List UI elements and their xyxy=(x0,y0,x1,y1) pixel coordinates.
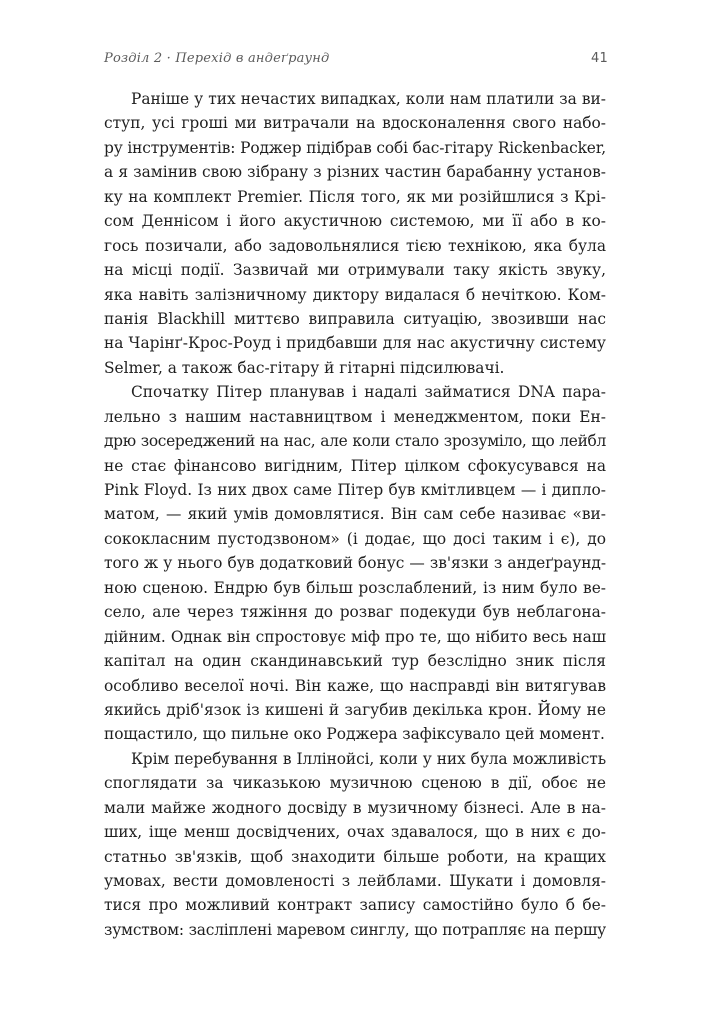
text-line: статньо зв'язків, щоб знаходити більше роботи, на кращих xyxy=(104,847,606,866)
text-line: лельно з нашим наставництвом і менеджментом, поки Ен- xyxy=(104,407,606,426)
text-line: на місці події. Зазвичай ми отримували таку якість звуку, xyxy=(104,261,606,280)
text-line: не стає фінансово вигідним, Пітер цілком сфокусувався на xyxy=(104,456,606,475)
page-number: 41 xyxy=(591,51,608,66)
paragraph xyxy=(104,380,606,747)
text-line: якийсь дріб'язок із кишені й загубив декілька крон. Йому не xyxy=(104,700,606,719)
body-text xyxy=(104,87,606,942)
text-line: сом Деннісом і його акустичною системою, ми її або в ко- xyxy=(104,212,606,231)
chapter-title: Розділ 2 · Перехід в андеґраунд xyxy=(104,51,330,66)
text-line: ру інструментів: Роджер підібрав собі бас-гітару Rickenbacker, xyxy=(104,138,606,157)
text-line: тися про можливий контракт запису самостійно було б бе- xyxy=(104,896,606,915)
text-line: Раніше у тих нечастих випадках, коли нам платили за ви- xyxy=(131,90,606,108)
text-line: умовах, вести домовленості з лейблами. Шукати і домовля- xyxy=(104,872,606,890)
text-line: панія Blackhill миттєво виправила ситуацію, звозивши нас xyxy=(104,309,606,328)
text-line: на Чарінґ-Крос-Роуд і придбавши для нас акустичну систему xyxy=(104,334,606,353)
text-line: капітал на один скандинавський тур безслідно зник після xyxy=(104,652,606,671)
text-line: Спочатку Пітер планував і надалі займатися DNA пара- xyxy=(131,383,606,402)
text-line: особливо веселої ночі. Він каже, що насправді він витягував xyxy=(104,676,606,695)
text-line: Крім перебування в Іллінойсі, коли у них була можливість xyxy=(131,749,606,768)
text-line: споглядати за чиказькою музичною сценою в дії, обоє не xyxy=(104,774,606,793)
text-line: мали майже жодного досвіду в музичному бізнесі. Але в на- xyxy=(104,798,606,817)
text-line: гось позичали, або задовольнялися тією технікою, яка була xyxy=(104,236,606,255)
text-line: матом, — який умів домовлятися. Він сам себе називає «ви- xyxy=(104,505,606,524)
text-line: ку на комплект Premier. Після того, як ми розійшлися з Крі- xyxy=(104,187,606,206)
text-line: Selmer, а також бас-гітару й гітарні підсилювачі. xyxy=(104,358,505,377)
text-line: ступ, усі гроші ми витрачали на вдосконалення свого набо- xyxy=(104,114,606,133)
text-line: а я замінив свою зібрану з різних частин барабанну установ- xyxy=(104,163,606,182)
text-line: ною сценою. Ендрю був більш розслаблений, із ним було ве- xyxy=(104,578,606,597)
text-line: село, але через тяжіння до розваг подекуди був неблагона- xyxy=(104,603,606,622)
text-line: зумством: засліплені маревом синглу, що потрапляє на першу xyxy=(104,920,606,939)
paragraph xyxy=(104,87,606,380)
text-line: ших, іще менш досвідчених, очах здавалося, що в них є до- xyxy=(104,823,606,842)
text-line: того ж у нього був додатковий бонус — зв'язки з андеґраунд- xyxy=(104,554,606,573)
text-line: сококласним пустодзвоном» (і додає, що досі таким і є), до xyxy=(104,529,606,548)
text-line: дійним. Однак він спростовує міф про те, що нібито весь наш xyxy=(104,627,606,646)
text-line: яка навіть залізничному диктору видалася б нечіткою. Ком- xyxy=(104,285,606,304)
text-line: дрю зосереджений на нас, але коли стало зрозуміло, що лейбл xyxy=(104,432,606,451)
paragraph xyxy=(104,747,606,943)
text-line: пощастило, що пильне око Роджера зафіксувало цей момент. xyxy=(104,725,605,744)
running-head xyxy=(104,51,608,71)
text-line: Pink Floyd. Із них двох саме Пітер був кмітливцем — і дипло- xyxy=(104,481,606,499)
